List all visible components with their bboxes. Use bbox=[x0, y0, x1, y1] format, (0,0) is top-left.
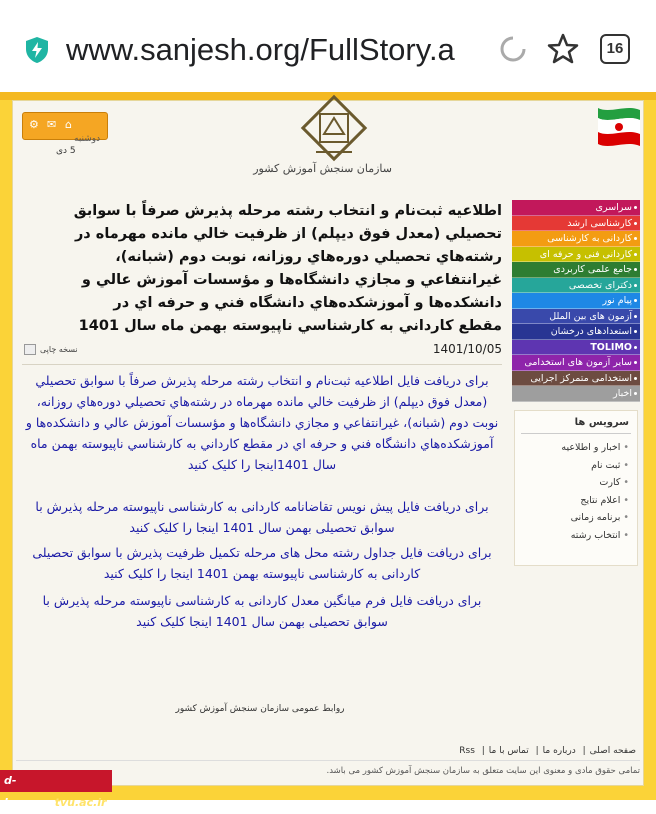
site-top-stripe bbox=[0, 92, 656, 100]
rss-icon[interactable]: ⚙ bbox=[29, 118, 39, 131]
footer-link-about[interactable]: درباره ما bbox=[542, 746, 576, 756]
service-results[interactable]: • اعلام نتایج bbox=[519, 492, 629, 510]
home-icon[interactable]: ⌂ bbox=[65, 118, 72, 131]
sidebar-item-sarasari[interactable]: سراسری bbox=[512, 200, 640, 216]
services-title: سرویس ها bbox=[574, 417, 629, 428]
printer-icon[interactable] bbox=[24, 344, 36, 355]
sidebar-item-centralized-employment[interactable]: استخدامی متمرکز اجرایی bbox=[512, 371, 640, 387]
sidebar-item-other-employment[interactable]: سایر آزمون های استخدامی bbox=[512, 355, 640, 371]
footer-link-home[interactable]: صفحه اصلی bbox=[589, 746, 636, 756]
download-link-notice[interactable]: برای دریافت فایل اطلاعیه ثبت‌نام و انتخاب رشته مرحله پذیرش صرفاً با سوابق تحصيلي (معدل فوق ديپلم) از ظرفيت خالي مانده مهرماه در رشته‌هاي تحصيلي دوره‌هاي روزانه، نوبت دوم (شبانه)، غيرانتفاعي و مجازي دانشگاه‌ها و مؤسسات آموزش عالي و دانشكده‌ها و آموزشكده‌هاي دانشگاه فني و حرفه اي در مقطع كارداني به كارشناسي ناپيوسته بهمن ماه سال 1401اينجا را کلیک کنید bbox=[25, 373, 499, 472]
watermark-suffix: tvu.ac.ir bbox=[54, 796, 107, 809]
bookmark-star-icon[interactable] bbox=[546, 32, 580, 66]
public-relations-signature: روابط عمومی سازمان سنجش آموزش کشور bbox=[175, 704, 345, 714]
tab-count-button[interactable]: 16 bbox=[600, 34, 630, 64]
sidebar-item-payame-noor[interactable]: پیام نور bbox=[512, 293, 640, 309]
sidebar-item-technical-associate[interactable]: کاردانی فنی و حرفه ای bbox=[512, 247, 640, 263]
service-registration[interactable]: • ثبت نام bbox=[519, 457, 629, 475]
watermark-prefix: d-kerman. bbox=[4, 774, 55, 809]
divider bbox=[22, 364, 502, 365]
footer-link-rss[interactable]: Rss bbox=[459, 746, 475, 756]
browser-toolbar bbox=[0, 0, 656, 92]
site-header bbox=[12, 100, 644, 190]
article-meta bbox=[22, 342, 502, 360]
iran-flag-icon bbox=[596, 104, 642, 154]
service-field-selection[interactable]: • انتخاب رشته bbox=[519, 527, 629, 545]
sidebar-item-talents[interactable]: استعدادهای درخشان bbox=[512, 324, 640, 340]
services-divider bbox=[521, 433, 631, 434]
sidebar-nav bbox=[512, 200, 640, 402]
sidebar-item-phd[interactable]: دکترای تخصصی bbox=[512, 278, 640, 294]
download-link-program-tables[interactable]: برای دریافت فایل جداول رشته محل های مرحله تکمیل ظرفیت پذیرش با سوابق تحصیلی کاردانی به کارشناسی ناپیوسته بهمن 1401 اینجا را کلیک کنید bbox=[32, 545, 492, 581]
footer-link-contact[interactable]: تماس با ما bbox=[488, 746, 529, 756]
source-watermark bbox=[0, 770, 112, 809]
copyright-text: تمامی حقوق مادی و معنوی این سایت متعلق به سازمان سنجش آموزش کشور می باشد. bbox=[326, 766, 640, 776]
footer-divider bbox=[16, 760, 640, 761]
services-list bbox=[519, 439, 629, 544]
sidebar-item-associate-to-bachelor[interactable]: کاردانی به کارشناسی bbox=[512, 231, 640, 247]
reload-icon[interactable] bbox=[498, 34, 528, 64]
service-schedule[interactable]: • برنامه زمانی bbox=[519, 509, 629, 527]
services-box bbox=[514, 410, 638, 566]
download-link-application-draft[interactable]: برای دریافت فایل پیش نویس تقاضانامه کاردانی به کارشناسی ناپیوسته مرحله پذیرش با سوابق تحصیلی بهمن سال 1401 اینجا را کلیک کنید bbox=[35, 499, 489, 535]
service-news[interactable]: • اخبار و اطلاعیه bbox=[519, 439, 629, 457]
print-link[interactable]: نسخه چاپی bbox=[40, 345, 78, 354]
sidebar-item-tolimo[interactable]: TOLIMO bbox=[512, 340, 640, 356]
article-date: 1401/10/05 bbox=[432, 342, 502, 356]
sidebar-item-international[interactable]: آزمون های بین الملل bbox=[512, 309, 640, 325]
address-bar[interactable]: www.sanjesh.org/FullStory.a bbox=[66, 32, 455, 67]
sanjesh-logo[interactable] bbox=[294, 104, 374, 166]
article-title: اطلاعیه ثبت‌نام و انتخاب رشته مرحله پذیرش صرفاً با سوابق تحصيلي (معدل فوق ديپلم) از ظرفيت خالي مانده مهرماه در رشته‌هاي تحصيلي دوره‌هاي روزانه، نوبت دوم (شبانه)، غيرانتفاعي و مجازي دانشگاه‌ها و مؤسسات آموزش عالي و دانشكده‌ها و آموزشكده‌هاي دانشگاه فني و حرفه اي در مقطع كارداني به كارشناسي ناپيوسته بهمن ماه سال 1401 bbox=[73, 203, 502, 334]
sidebar-item-applied-science[interactable]: جامع علمی کاربردی bbox=[512, 262, 640, 278]
sidebar-item-masters[interactable]: کارشناسی ارشد bbox=[512, 216, 640, 232]
mail-icon[interactable]: ✉ bbox=[47, 118, 57, 131]
footer-links: صفحه اصلی| درباره ما| تماس با ما| Rss bbox=[459, 746, 636, 756]
service-card[interactable]: • کارت bbox=[519, 474, 629, 492]
sidebar-item-news[interactable]: اخبار bbox=[512, 386, 640, 402]
weekday: دوشنبه bbox=[74, 134, 101, 144]
header-date: 5 دی bbox=[56, 146, 76, 156]
logo-caption: سازمان سنجش آموزش کشور bbox=[253, 162, 392, 175]
shield-icon[interactable] bbox=[24, 36, 50, 64]
download-link-gpa-form[interactable]: برای دریافت فایل فرم میانگین معدل کاردانی به کارشناسی ناپیوسته مرحله پذیرش با سوابق تحصیلی بهمن سال 1401 اینجا کلیک کنید bbox=[42, 593, 482, 629]
